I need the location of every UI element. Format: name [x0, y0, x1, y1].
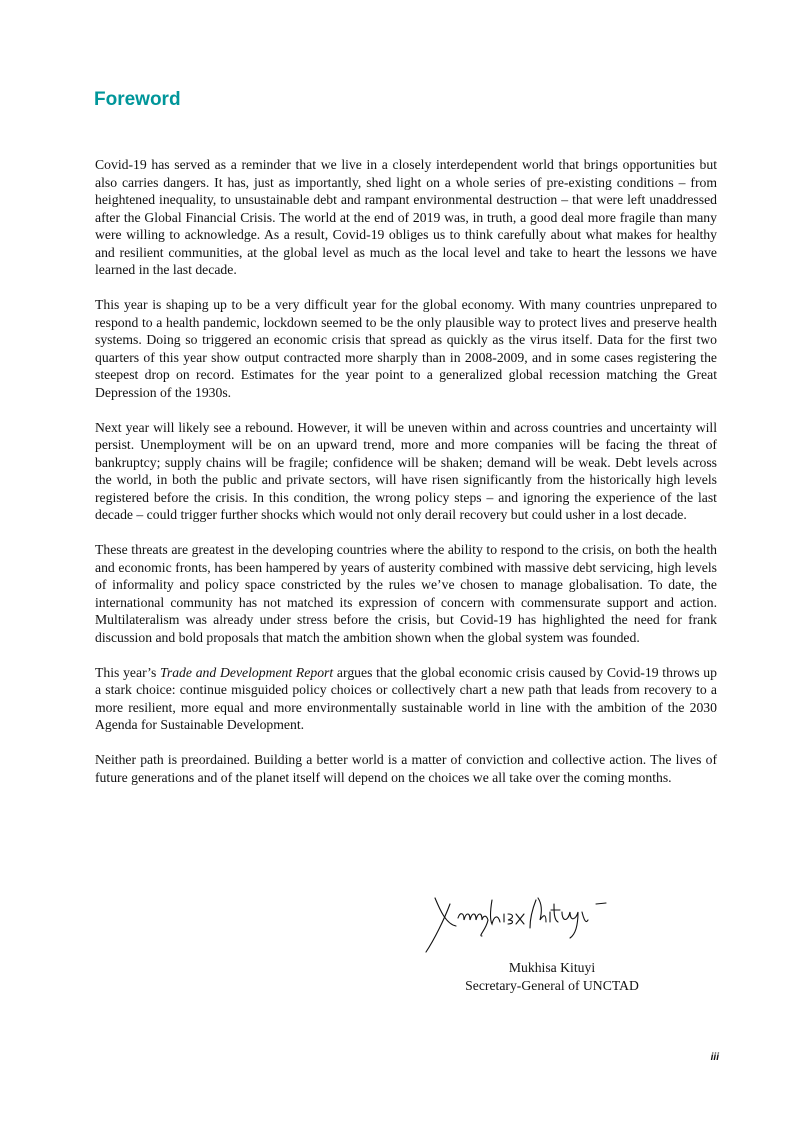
- paragraph: Neither path is preordained. Building a better world is a matter of conviction and collective action. The lives of future generations and of the planet itself will depend on the choices we all take over the coming months.: [95, 752, 717, 785]
- text: argues that the global economic crisis caused by Covid-19 throws up a stark choice: continue misguided policy choices or collectively chart a new path that leads from recovery to a more resilient, more equal and more environmentally sustainable world in line with the ambition of the 2030 Agenda for Sustainable Development.: [95, 664, 717, 732]
- text: This year’s: [95, 664, 161, 680]
- paragraph: Next year will likely see a rebound. However, it will be uneven within and across countries and uncertainty will persist. Unemployment will be on an upward trend, more and more companies will be facing the threat of bankruptcy; supply chains will be fragile; confidence will be shaken; demand will be weak. Debt levels across the world, in both the public and private sectors, will have risen significantly from the historically high levels registered before the crisis. In this condition, the wrong policy steps – and ignoring the experience of the last decade – could trigger further shocks which would not only derail recovery but could usher in a lost decade.: [95, 419, 717, 522]
- paragraph: Covid-19 has served as a reminder that we live in a closely interdependent world that brings opportunities but also carries dangers. It has, just as importantly, shed light on a whole series of pre-existing conditions – from heightened inequality, to unsustainable debt and rampant environmental destruction – that were left unaddressed after the Global Financial Crisis. The world at the end of 2019 was, in truth, a good deal more fragile than many were willing to acknowledge. As a result, Covid-19 obliges us to think carefully about what makes for healthy and resilient communities, at the global level as much as the local level and take to heart the lessons we have learned in the last decade.: [95, 157, 717, 277]
- report-title: Trade and Development Report: [160, 664, 334, 680]
- signatory-name: Mukhisa Kituyi: [508, 960, 596, 975]
- signature-image: [420, 890, 650, 960]
- foreword-body: [95, 156, 717, 804]
- paragraph: This year is shaping up to be a very difficult year for the global economy. With many countries unprepared to respond to a health pandemic, lockdown seemed to be the only plausible way to protect lives and preserve health systems. Doing so triggered an economic crisis that spread as quickly as the virus itself. Data for the first two quarters of this year show output contracted more sharply than in 2008-2009, and in some cases registering the steepest drop on record. Estimates for the year point to a generalized global recession matching the Great Depression of the 1930s.: [95, 297, 717, 400]
- page-title: Foreword: [94, 89, 181, 110]
- paragraph: These threats are greatest in the developing countries where the ability to respond to the crisis, on both the health and economic fronts, has been hampered by years of austerity combined with massive debt servicing, high levels of informality and policy space constricted by the rules we’ve chosen to manage globalisation. To date, the international community has not matched its expression of concern with commensurate support and action. Multilateralism was already under stress before the crisis, but Covid-19 has highlighted the need for frank discussion and bold proposals that match the ambition shown when the global system was founded.: [95, 542, 717, 645]
- paragraph: [95, 664, 717, 734]
- signatory-title: Secretary-General of UNCTAD: [465, 978, 639, 993]
- page-number: iii: [710, 1052, 719, 1063]
